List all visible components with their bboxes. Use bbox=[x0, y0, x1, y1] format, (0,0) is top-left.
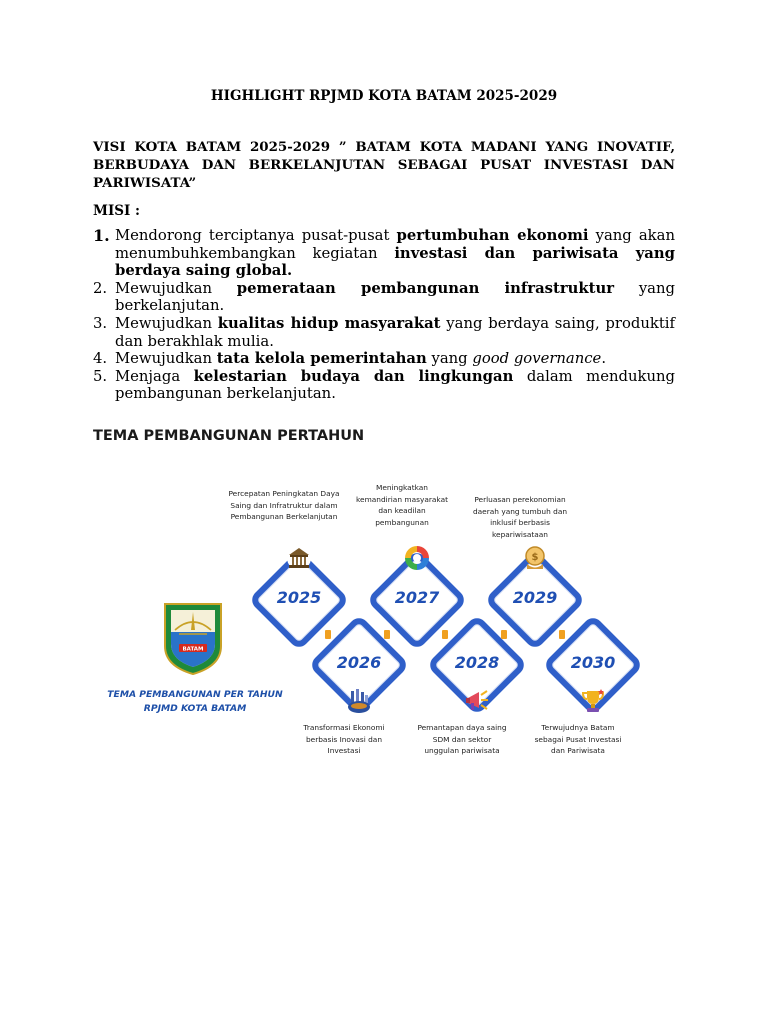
misi-text-part: yang berdaya saing, produktif dan berakhlak mulia. bbox=[115, 314, 675, 350]
year-theme-line: Pembangunan Berkelanjutan bbox=[230, 512, 338, 521]
misi-item bbox=[93, 350, 675, 368]
timeline-connector bbox=[559, 630, 565, 639]
money-bag-icon bbox=[521, 544, 549, 572]
misi-emphasis: pertumbuhan ekonomi bbox=[396, 227, 589, 244]
misi-text bbox=[115, 227, 675, 280]
year-label: 2027 bbox=[394, 588, 440, 607]
misi-emphasis: kualitas hidup masyarakat bbox=[217, 314, 441, 332]
misi-emphasis: kelestarian budaya dan lingkungan bbox=[193, 367, 514, 385]
misi-text-part: . bbox=[601, 350, 607, 368]
year-theme-label bbox=[219, 488, 349, 523]
misi-label: MISI : bbox=[93, 203, 141, 219]
misi-text-part: Menjaga bbox=[115, 367, 194, 385]
timeline-connector bbox=[325, 630, 331, 639]
year-label: 2025 bbox=[276, 588, 322, 607]
cycle-people-icon bbox=[403, 544, 431, 572]
misi-emphasis: investasi dan pariwisata yang berdaya saing global. bbox=[115, 244, 675, 280]
year-theme-label bbox=[397, 722, 527, 757]
misi-item bbox=[93, 280, 675, 315]
misi-number: 4. bbox=[93, 350, 108, 368]
year-theme-line: SDM dan sektor bbox=[432, 734, 492, 744]
emblem-label: BATAM bbox=[182, 646, 204, 653]
year-theme-line: Pemantapan daya saing bbox=[417, 723, 507, 732]
visi-statement: VISI KOTA BATAM 2025-2029 ” BATAM KOTA MADANI YANG INOVATIF, BERBUDAYA DAN BERKELANJUTAN SEBAGAI PUSAT INVESTASI DAN PARIWISATA” bbox=[93, 139, 675, 191]
timeline-connector bbox=[384, 630, 390, 639]
timeline-connector bbox=[501, 630, 507, 639]
year-theme-line: daerah yang tumbuh dan bbox=[472, 506, 568, 516]
tema-caption-line1: TEMA PEMBANGUNAN PER TAHUN bbox=[107, 689, 283, 700]
year-node-2030 bbox=[543, 615, 643, 715]
batam-emblem-icon bbox=[161, 600, 225, 676]
tema-caption-line2: RPJMD KOTA BATAM bbox=[143, 703, 247, 714]
year-theme-line: Perluasan perekonomian bbox=[474, 495, 566, 504]
year-theme-line: kepariwisataan bbox=[492, 529, 548, 539]
misi-text bbox=[115, 280, 675, 315]
misi-number: 5. bbox=[93, 367, 108, 385]
year-theme-line: dan Pariwisata bbox=[551, 746, 605, 755]
misi-text-part: good governance bbox=[472, 350, 602, 368]
year-theme-line: berbasis Inovasi dan bbox=[305, 734, 383, 744]
misi-text-part: dalam mendukung pembangunan berkelanjutan. bbox=[115, 367, 675, 403]
year-theme-line: Meningkatkan bbox=[376, 483, 428, 492]
misi-number: 2. bbox=[93, 279, 108, 297]
year-theme-label bbox=[455, 494, 585, 540]
misi-text-part: Mewujudkan bbox=[115, 314, 218, 332]
misi-list bbox=[93, 227, 675, 403]
tema-heading: TEMA PEMBANGUNAN PERTAHUN bbox=[93, 428, 365, 444]
misi-text-part: yang akan menumbuhkembangkan kegiatan bbox=[115, 227, 676, 262]
year-theme-line: Saing dan Infratruktur dalam bbox=[230, 500, 338, 510]
trophy-icon bbox=[579, 687, 607, 715]
misi-item bbox=[93, 227, 675, 280]
misi-text-part: yang bbox=[426, 350, 473, 368]
misi-text-part: Mewujudkan bbox=[115, 350, 217, 368]
tema-caption bbox=[105, 688, 285, 716]
year-theme-line: Investasi bbox=[327, 746, 361, 755]
document-title: HIGHLIGHT RPJMD KOTA BATAM 2025-2029 bbox=[210, 88, 558, 104]
museum-building-icon bbox=[285, 544, 313, 572]
misi-emphasis: tata kelola pemerintahan bbox=[216, 350, 427, 368]
misi-number: 3. bbox=[93, 314, 108, 332]
misi-text bbox=[115, 315, 675, 350]
year-label: 2029 bbox=[512, 588, 558, 607]
misi-text-part: yang berkelanjutan. bbox=[115, 279, 676, 315]
year-theme-line: kemandirian masyarakat bbox=[356, 494, 448, 504]
year-theme-line: unggulan pariwisata bbox=[424, 746, 500, 755]
year-theme-label bbox=[513, 722, 643, 757]
year-theme-line: Transformasi Ekonomi bbox=[303, 723, 385, 732]
misi-text bbox=[115, 350, 675, 368]
timeline-connector bbox=[442, 630, 448, 639]
year-theme-line: dan keadilan bbox=[378, 506, 426, 515]
tema-infographic bbox=[93, 470, 675, 800]
svg-text:$: $ bbox=[531, 552, 539, 563]
city-globe-icon bbox=[345, 687, 373, 715]
year-theme-line: pembangunan bbox=[375, 517, 429, 527]
year-theme-line: inklusif berbasis bbox=[490, 518, 550, 527]
year-theme-label bbox=[279, 722, 409, 757]
misi-item bbox=[93, 368, 675, 403]
year-theme-label bbox=[337, 482, 467, 528]
year-theme-line: Terwujudnya Batam bbox=[541, 723, 615, 732]
megaphone-icon bbox=[463, 687, 491, 715]
misi-emphasis: pemerataan pembangunan infrastruktur bbox=[236, 279, 615, 297]
misi-item bbox=[93, 315, 675, 350]
misi-text-part: Mewujudkan bbox=[115, 279, 237, 297]
year-theme-line: Percepatan Peningkatan Daya bbox=[228, 489, 340, 498]
misi-text bbox=[115, 368, 675, 403]
misi-number: 1. bbox=[93, 226, 110, 245]
misi-text-part: Mendorong terciptanya pusat-pusat bbox=[115, 227, 397, 244]
year-theme-line: sebagai Pusat Investasi bbox=[534, 734, 622, 744]
year-label: 2030 bbox=[570, 653, 616, 672]
year-label: 2028 bbox=[454, 653, 500, 672]
year-label: 2026 bbox=[336, 653, 382, 672]
